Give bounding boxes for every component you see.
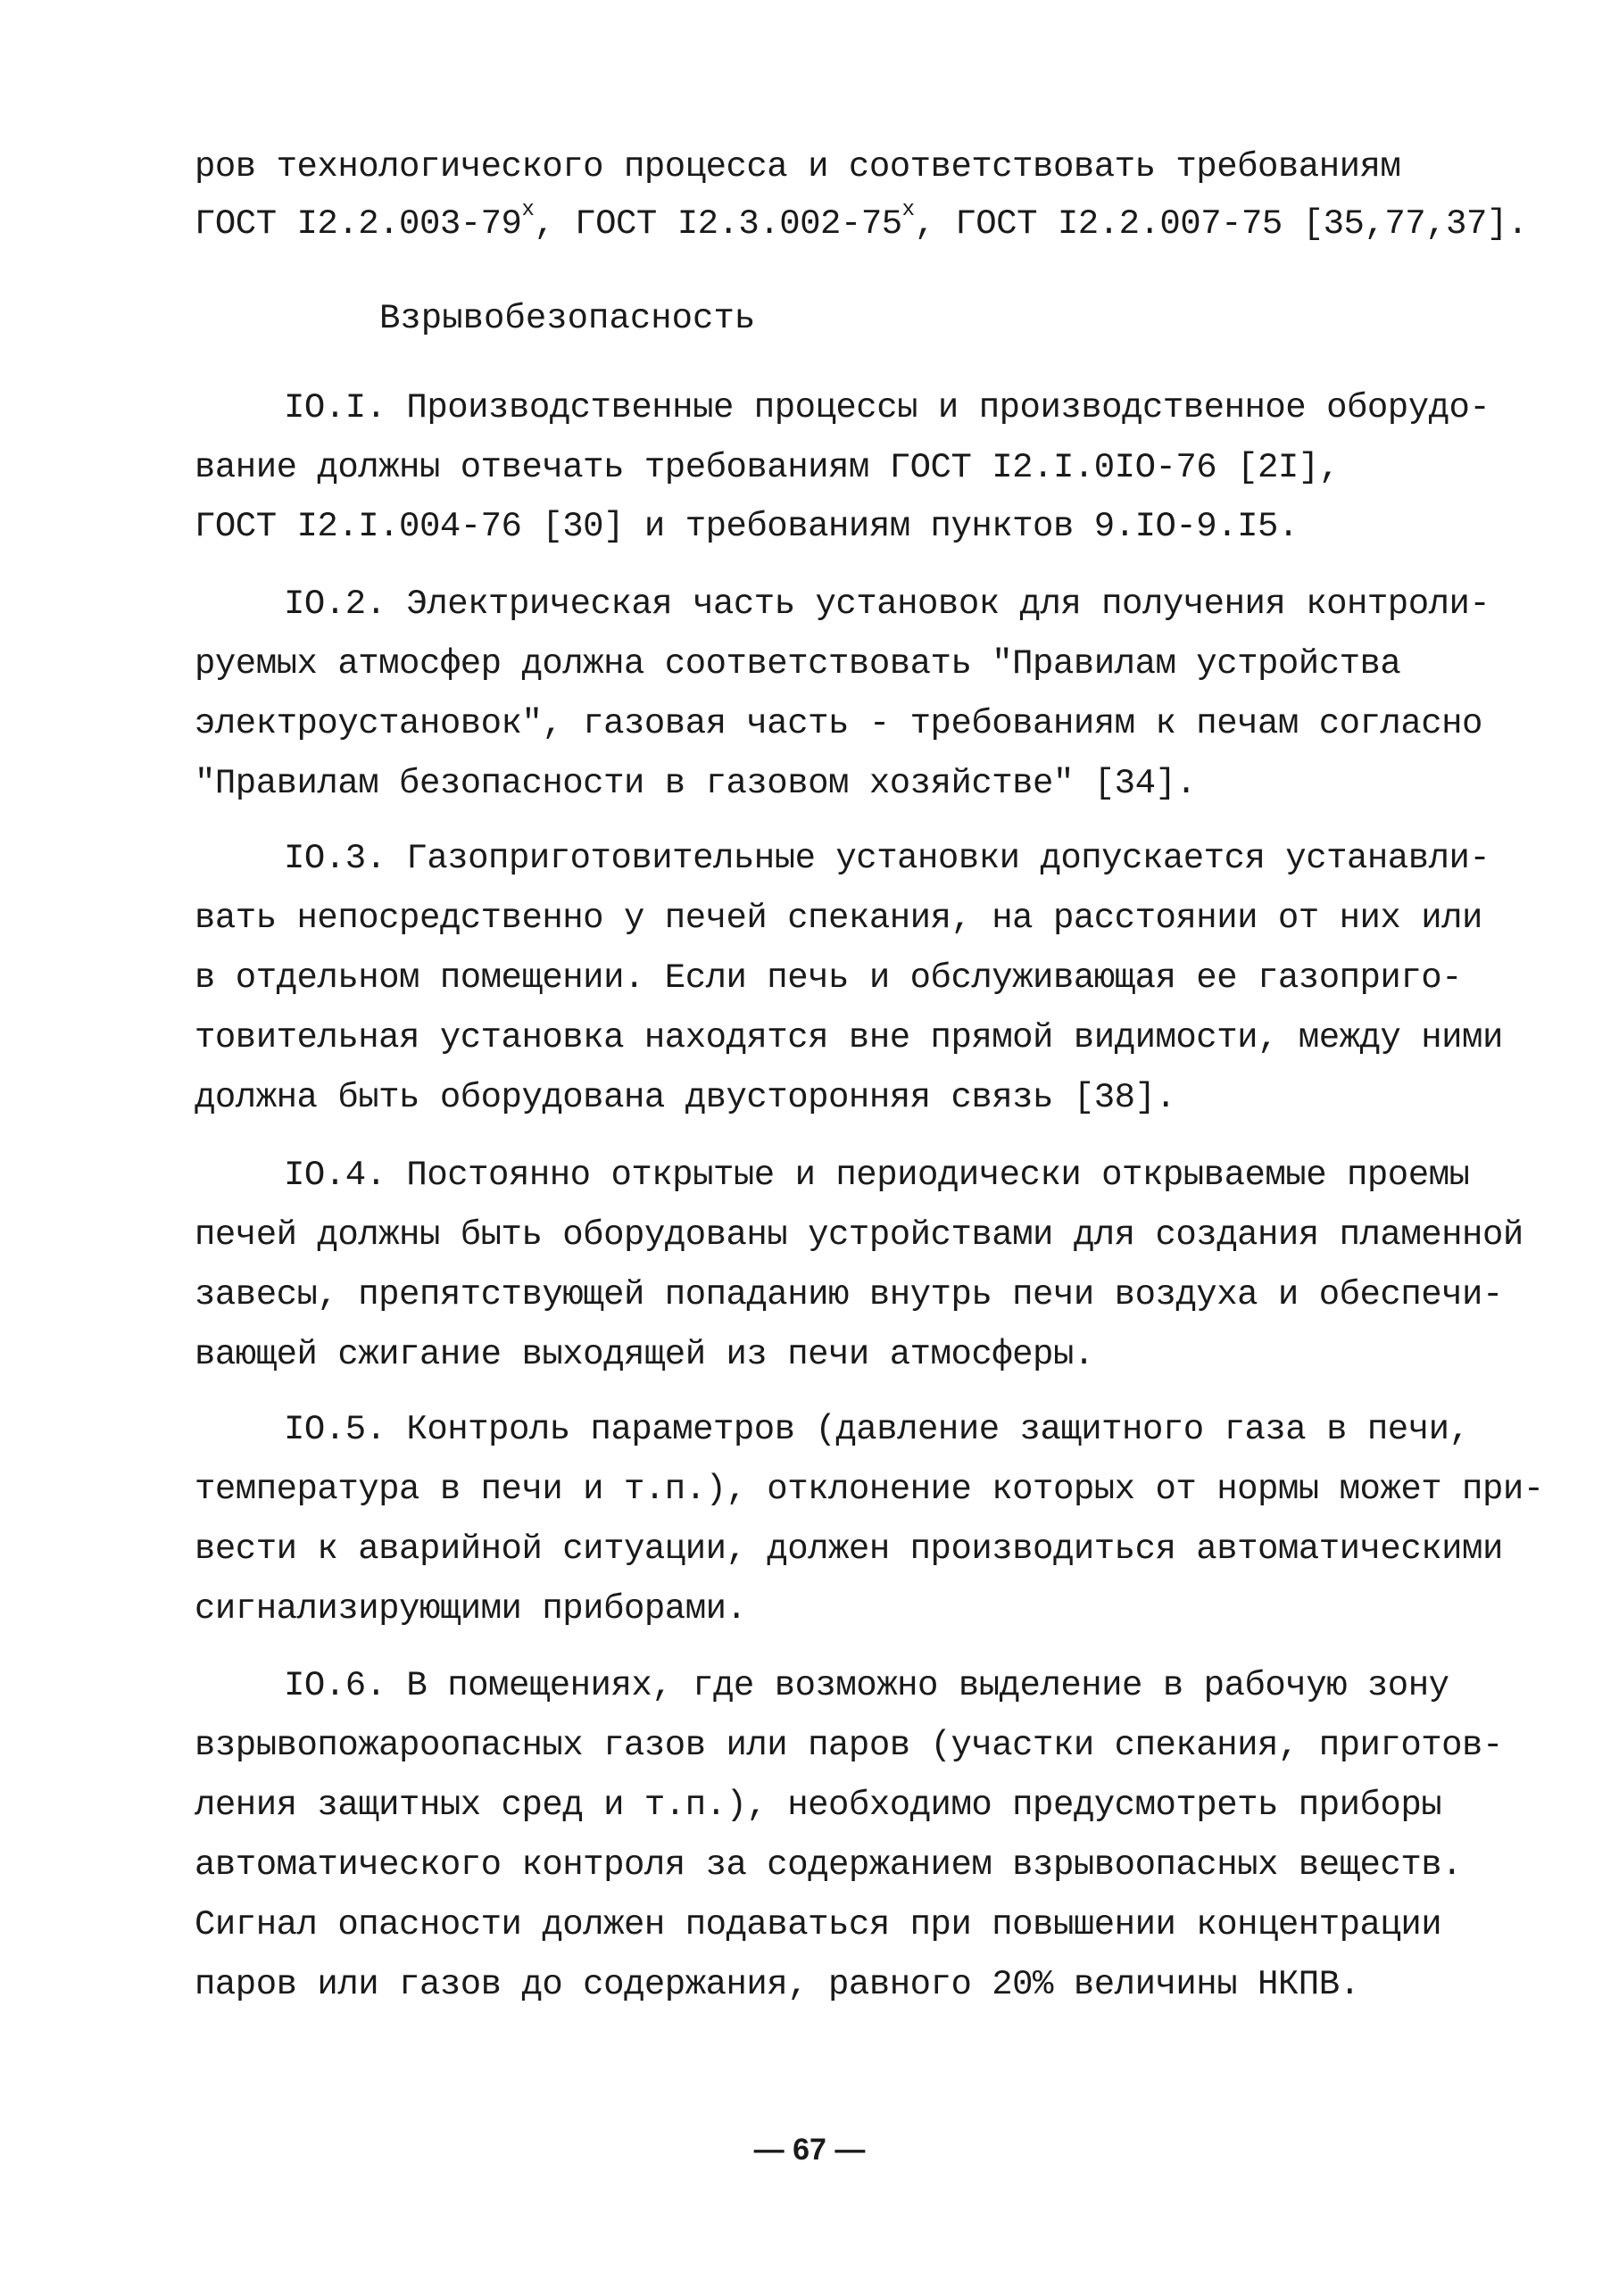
gost-ref-2: , ГОСТ I2.3.002-75 (534, 204, 902, 244)
paragraph-line: должна быть оборудована двусторонняя связь [38]. (195, 1078, 1176, 1117)
gost-ref-3: , ГОСТ I2.2.007-75 [35,77,37]. (914, 204, 1528, 244)
paragraph-line: взрывопожароопасных газов или паров (участки спекания, приготов- (195, 1726, 1503, 1765)
paragraph-line: IO.5. Контроль параметров (давление защитного газа в печи, (284, 1410, 1470, 1449)
gost-ref-1: ГОСТ I2.2.003-79 (195, 204, 522, 244)
paragraph-line: завесы, препятствующей попаданию внутрь печи воздуха и обеспечи- (195, 1275, 1503, 1314)
paragraph-line: IO.2. Электрическая часть установок для получения контроли- (284, 584, 1490, 624)
superscript-x-1: x (521, 198, 535, 222)
paragraph-line: руемых атмосфер должна соответствовать "Правилам устройства (195, 644, 1401, 684)
paragraph-line: сигнализирующими приборами. (195, 1589, 747, 1629)
section-heading: Взрывобезопасность (379, 299, 756, 338)
paragraph-line: вать непосредственно у печей спекания, на расстоянии от них или (195, 899, 1482, 938)
paragraph-line: в отдельном помещении. Если печь и обслуживающая ее газоприго- (195, 958, 1463, 998)
paragraph-line: ления защитных сред и т.п.), необходимо предусмотреть приборы (195, 1786, 1442, 1825)
paragraph-line: "Правилам безопасности в газовом хозяйстве" [34]. (195, 764, 1197, 803)
paragraph-line: IO.I. Производственные процессы и производственное оборудо- (284, 388, 1490, 427)
paragraph-line: IO.6. В помещениях, где возможно выделение в рабочую зону (284, 1666, 1449, 1705)
paragraph-line: товительная установка находятся вне прямой видимости, между ними (195, 1018, 1503, 1057)
paragraph-line: вающей сжигание выходящей из печи атмосферы. (195, 1335, 1094, 1374)
superscript-x-2: x (901, 198, 915, 222)
page-number: — 67 — (753, 2133, 866, 2167)
paragraph-line: электроустановок", газовая часть - требованиям к печам согласно (195, 704, 1482, 743)
paragraph-line: вести к аварийной ситуации, должен производиться автоматическими (195, 1529, 1503, 1569)
paragraph-line: ГОСТ I2.I.004-76 [30] и требованиям пунктов 9.IO-9.I5. (195, 507, 1299, 546)
paragraph-line: вание должны отвечать требованиям ГОСТ I2.I.0IO-76 [2I], (195, 448, 1340, 487)
paragraph-line: автоматического контроля за содержанием взрывоопасных веществ. (195, 1845, 1463, 1885)
intro-line-2 (195, 198, 1528, 244)
paragraph-line: печей должны быть оборудованы устройствами для создания пламенной (195, 1215, 1524, 1255)
intro-line-1: ров технологического процесса и соответствовать требованиям (195, 147, 1401, 186)
paragraph-line: температура в печи и т.п.), отклонение которых от нормы может при- (195, 1470, 1544, 1509)
paragraph-line: IO.4. Постоянно открытые и периодически открываемые проемы (284, 1156, 1470, 1195)
paragraph-line: IO.3. Газоприготовительные установки допускается устанавли- (284, 839, 1490, 878)
paragraph-line: Сигнал опасности должен подаваться при повышении концентрации (195, 1905, 1442, 1944)
paragraph-line: паров или газов до содержания, равного 20% величины НКПВ. (195, 1965, 1360, 2004)
